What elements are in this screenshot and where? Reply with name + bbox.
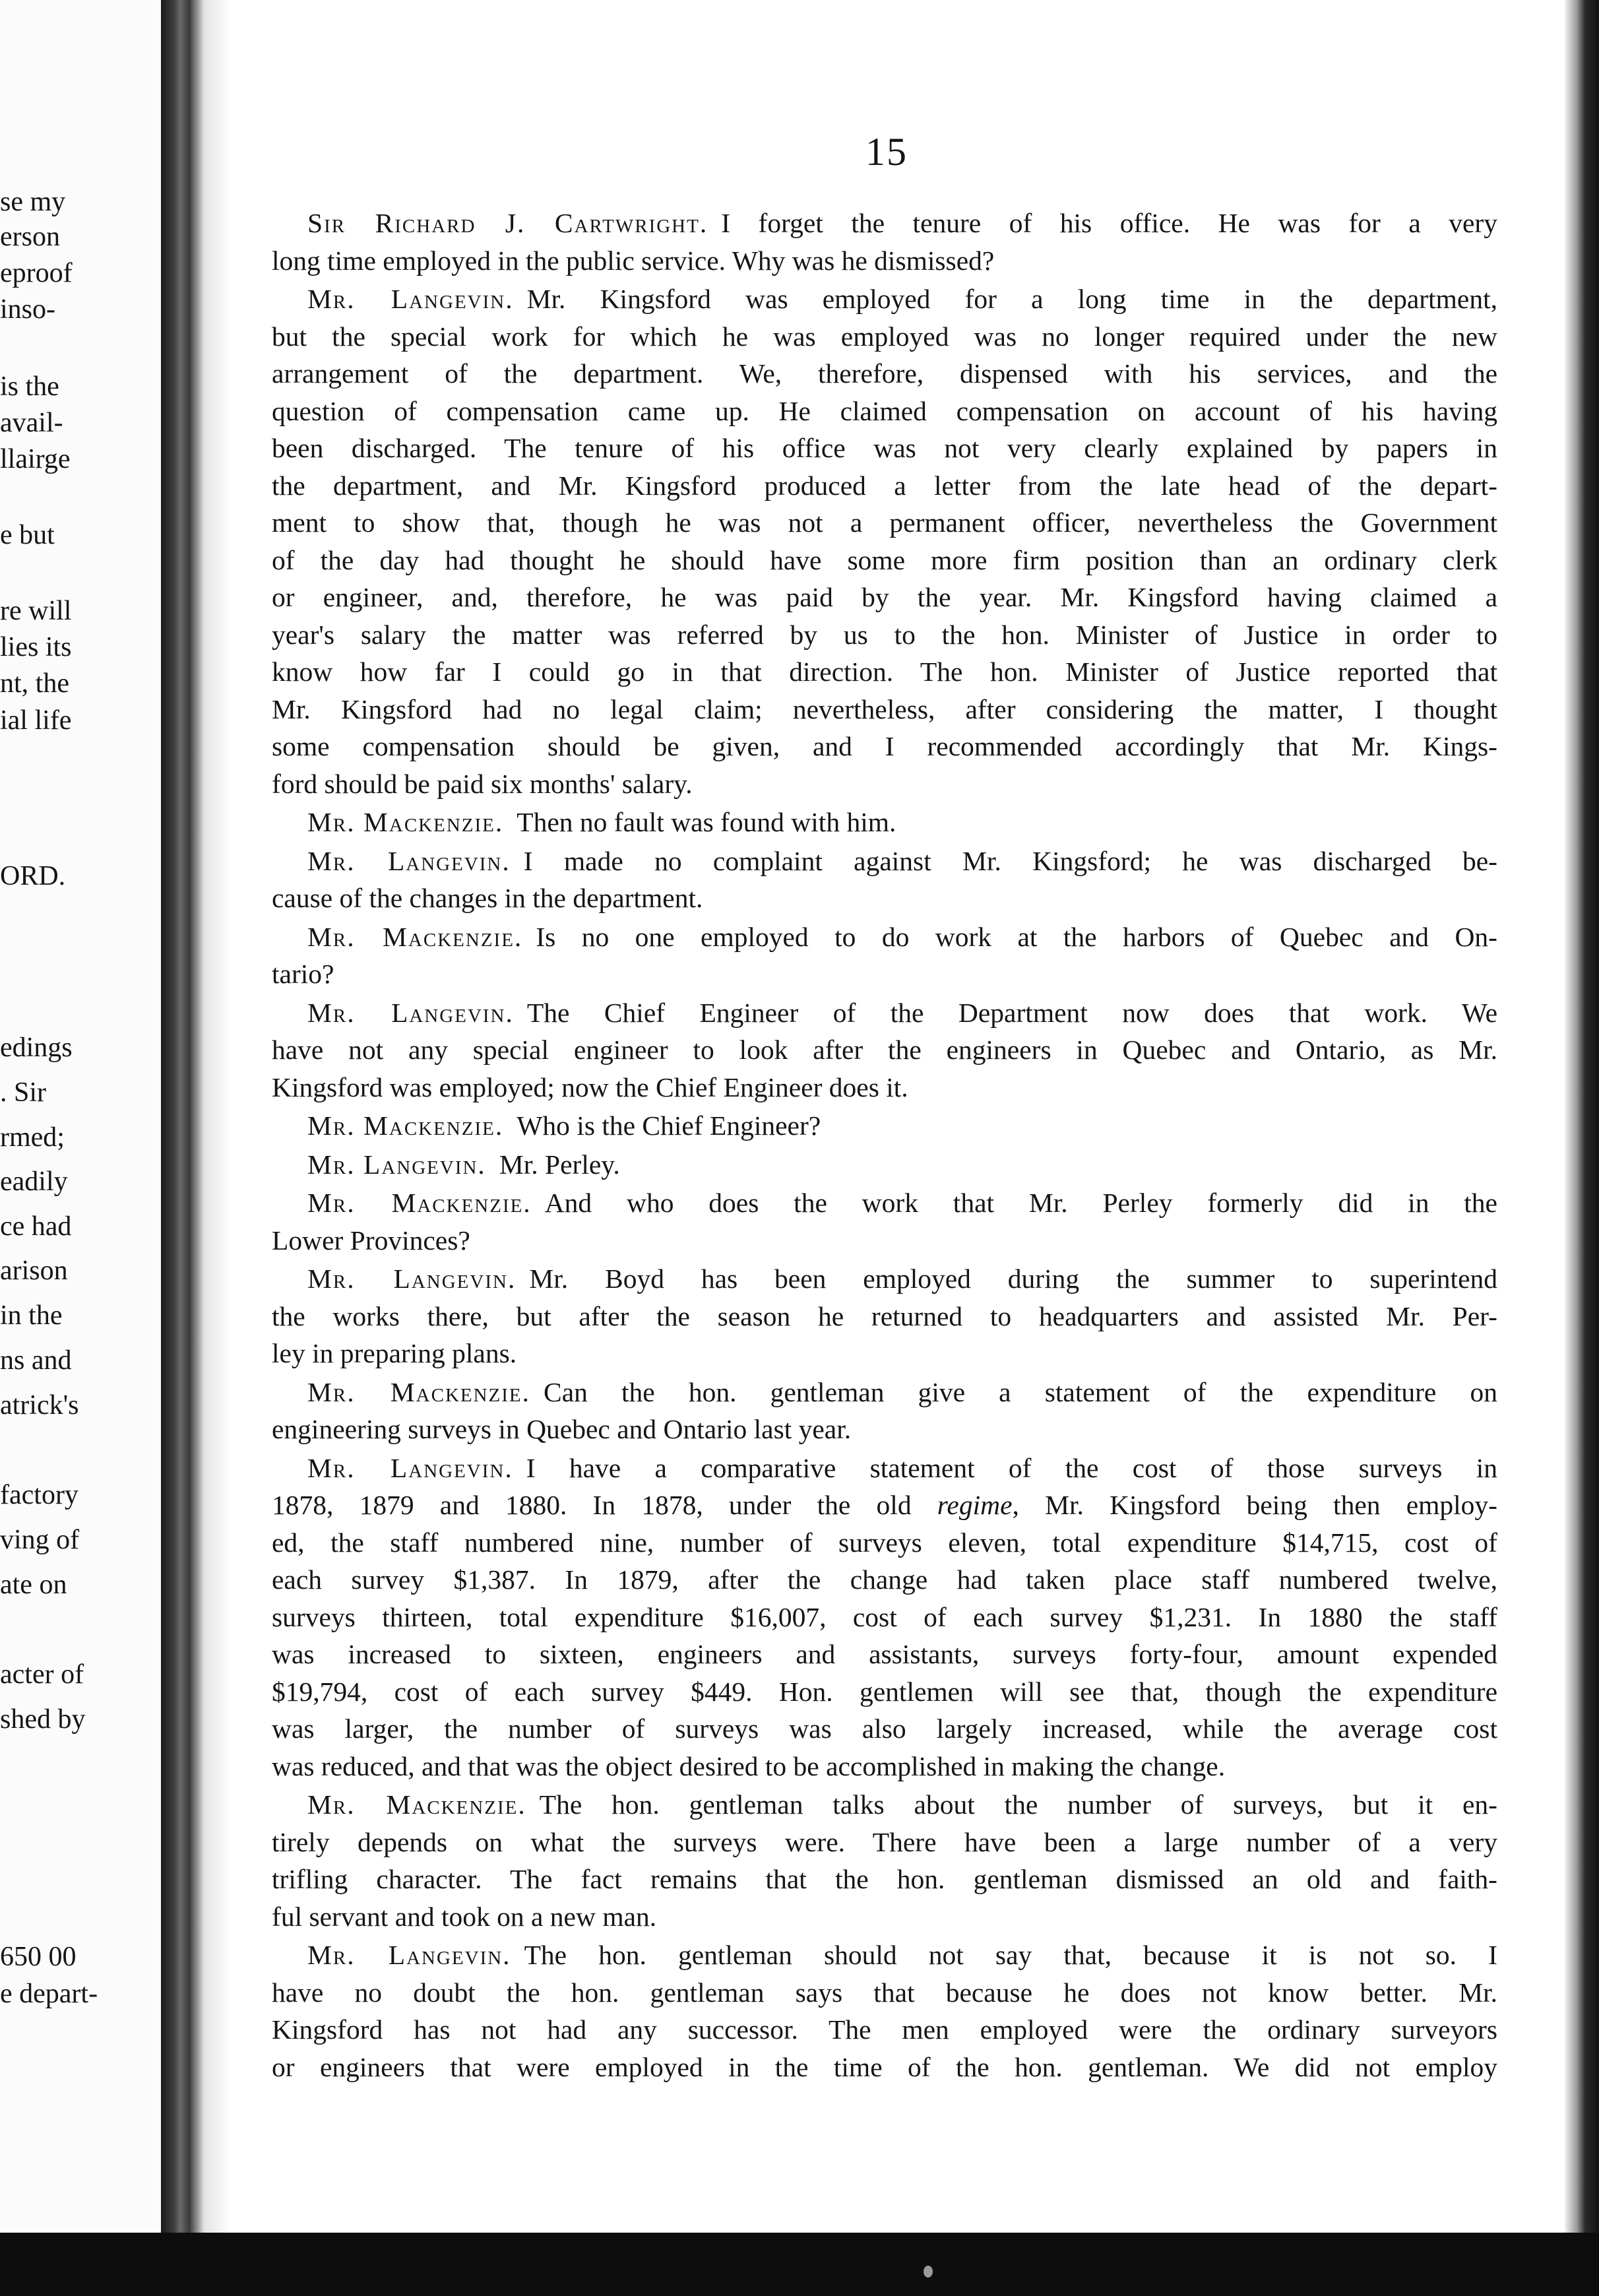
line-text: question of compensation came up. He claimed compensation on account of his having <box>272 395 1497 426</box>
line-text: ment to show that, though he was not a permanent officer, nevertheless the Government <box>272 507 1497 538</box>
line-text: long time employed in the public service. Why was he dismissed? <box>272 245 995 276</box>
line-text: was larger, the number of surveys was also largely increased, while the average cost <box>272 1713 1497 1744</box>
scan-speck <box>924 2266 933 2278</box>
speech-paragraph <box>272 994 1497 1106</box>
speaker-name: Mr. Langevin. <box>307 997 514 1028</box>
text-line <box>272 1936 1497 1974</box>
text-line <box>272 1411 1497 1448</box>
text-line <box>272 616 1497 654</box>
speaker-name: Mr. Langevin. <box>307 845 511 876</box>
line-text: tirely depends on what the surveys were. There have been a large number of a very <box>272 1826 1497 1857</box>
speaker-name: Mr. Langevin. <box>307 1149 486 1180</box>
line-text: but the special work for which he was employed was no longer required under the new <box>272 321 1497 352</box>
text-line <box>272 1599 1497 1636</box>
text-line <box>272 1486 1497 1524</box>
text-line <box>272 879 1497 917</box>
speech-paragraph <box>272 1450 1497 1785</box>
facing-page-line: eproof <box>0 258 73 288</box>
speech-paragraph <box>272 804 1497 841</box>
text-line <box>272 1974 1497 2012</box>
text-line <box>272 2011 1497 2049</box>
line-text: The Chief Engineer of the Department now does that work. We <box>526 997 1497 1028</box>
facing-page-line: ving of <box>0 1525 80 1555</box>
line-text: Kingsford was employed; now the Chief Engineer does it. <box>272 1071 908 1102</box>
facing-page-line: erson <box>0 222 60 252</box>
text-line <box>272 1069 1497 1106</box>
text-line <box>272 1184 1497 1222</box>
speaker-name: Mr. Langevin. <box>307 1452 513 1483</box>
facing-page-line: ce had <box>0 1211 72 1242</box>
line-text: $19,794, cost of each survey $449. Hon. gentlemen will see that, though the expenditure <box>272 1676 1497 1707</box>
facing-page-line: nt, the <box>0 668 69 699</box>
speech-paragraph <box>272 918 1497 993</box>
line-text: Who is the Chief Engineer? <box>517 1110 821 1141</box>
facing-page-line: edings <box>0 1033 73 1063</box>
text-line <box>272 728 1497 765</box>
speaker-name: Mr. Mackenzie. <box>307 921 523 952</box>
speaker-name: Mr. Mackenzie. <box>307 1789 526 1820</box>
speech-paragraph <box>272 1936 1497 2086</box>
text-line <box>272 1710 1497 1748</box>
facing-page-line: lies its <box>0 632 72 662</box>
text-line <box>272 542 1497 579</box>
speech-paragraph <box>272 280 1497 802</box>
text-line <box>272 467 1497 505</box>
line-text: engineering surveys in Quebec and Ontario last year. <box>272 1414 852 1444</box>
line-text: or engineers that were employed in the time of the hon. gentleman. We did not employ <box>272 2051 1497 2082</box>
line-text: I have a comparative statement of the cost of those surveys in <box>526 1452 1497 1483</box>
scan-bottom-border <box>0 2233 1599 2296</box>
text-line <box>272 765 1497 803</box>
text-line <box>272 1786 1497 1824</box>
facing-page-fragment <box>0 0 165 2296</box>
facing-page-line: ORD. <box>0 861 66 891</box>
text-line <box>272 205 1497 242</box>
page-body <box>272 205 1497 2086</box>
text-line <box>272 579 1497 616</box>
text-line <box>272 1374 1497 1411</box>
text-line <box>272 430 1497 467</box>
line-text: 1878, 1879 and 1880. In 1878, under the old regime, Mr. Kingsford being then employ- <box>272 1490 1498 1520</box>
speech-paragraph <box>272 1184 1497 1259</box>
line-text: tario? <box>272 959 334 989</box>
text-line <box>272 393 1497 430</box>
line-text: or engineer, and, therefore, he was paid by the year. Mr. Kingsford having claimed a <box>272 582 1497 612</box>
facing-page-line: in the <box>0 1300 63 1331</box>
facing-page-line: se my <box>0 187 66 217</box>
text-line <box>272 1861 1497 1898</box>
line-text: the department, and Mr. Kingsford produced a letter from the late head of the depart- <box>272 470 1497 501</box>
facing-page-line: acter of <box>0 1659 84 1690</box>
line-text: Mr. Perley. <box>499 1149 620 1180</box>
line-text: year's salary the matter was referred by us to the hon. Minister of Justice in order to <box>272 619 1497 650</box>
line-text: the works there, but after the season he returned to headquarters and assisted Mr. Per- <box>272 1300 1497 1331</box>
facing-page-line: rmed; <box>0 1122 65 1153</box>
line-text: I made no complaint against Mr. Kingsford; he was discharged be- <box>523 845 1497 876</box>
speaker-name: Mr. Langevin. <box>307 284 514 314</box>
speaker-name: Mr. Mackenzie. <box>307 807 504 837</box>
line-text: Can the hon. gentleman give a statement of the expenditure on <box>544 1376 1497 1407</box>
speech-paragraph <box>272 205 1497 279</box>
speech-paragraph <box>272 1146 1497 1184</box>
text-line <box>272 280 1497 318</box>
speaker-name: Mr. Mackenzie. <box>307 1110 504 1141</box>
speaker-name: Mr. Langevin. <box>307 1940 511 1970</box>
page-number: 15 <box>865 130 908 174</box>
line-text: surveys thirteen, total expenditure $16,007, cost of each survey $1,231. In 1880 the staff <box>272 1601 1497 1632</box>
facing-page-line: . Sir <box>0 1077 47 1108</box>
text-line <box>272 504 1497 542</box>
text-line <box>272 2049 1497 2086</box>
speaker-name: Mr. Langevin. <box>307 1263 517 1294</box>
facing-page-line: arison <box>0 1256 68 1286</box>
text-line <box>272 843 1497 880</box>
text-line <box>272 994 1497 1032</box>
text-line <box>272 1031 1497 1069</box>
line-text: arrangement of the department. We, therefore, dispensed with his services, and the <box>272 358 1497 389</box>
text-line <box>272 955 1497 993</box>
speaker-name: Mr. Mackenzie. <box>307 1188 532 1218</box>
speech-paragraph <box>272 1374 1497 1448</box>
facing-page-line: ial life <box>0 705 72 736</box>
facing-page-line: re will <box>0 596 72 626</box>
text-line <box>272 1107 1497 1145</box>
line-text: was reduced, and that was the object desired to be accomplished in making the change. <box>272 1750 1226 1781</box>
text-line <box>272 804 1497 841</box>
text-line <box>272 1898 1497 1936</box>
text-line <box>272 653 1497 691</box>
line-text: The hon. gentleman should not say that, because it is not so. I <box>524 1940 1497 1970</box>
line-text: Kingsford has not had any successor. The men employed were the ordinary surveyors <box>272 2014 1497 2045</box>
line-text: Mr. Kingsford was employed for a long time in the department, <box>526 284 1497 314</box>
line-text: ed, the staff numbered nine, number of surveys eleven, total expenditure $14,715, cost of <box>272 1527 1497 1558</box>
text-line <box>272 1748 1497 1785</box>
line-text: ford should be paid six months' salary. <box>272 768 693 799</box>
line-text: Mr. Kingsford had no legal claim; nevertheless, after considering the matter, I thought <box>272 693 1497 724</box>
line-text: Is no one employed to do work at the harbors of Quebec and On- <box>536 921 1497 952</box>
page-edge <box>1565 0 1599 2296</box>
text-line <box>272 1335 1497 1372</box>
text-line <box>272 355 1497 393</box>
facing-page-line: shed by <box>0 1704 86 1735</box>
line-text: have not any special engineer to look after the engineers in Quebec and Ontario, as Mr. <box>272 1035 1497 1065</box>
text-line <box>272 1222 1497 1260</box>
line-text: have no doubt the hon. gentleman says that because he does not know better. Mr. <box>272 1977 1497 2008</box>
text-line <box>272 318 1497 356</box>
line-text: of the day had thought he should have some more firm position than an ordinary clerk <box>272 544 1497 575</box>
text-line <box>272 1561 1497 1599</box>
text-line <box>272 1824 1497 1861</box>
text-line <box>272 242 1497 280</box>
book-gutter <box>161 0 204 2243</box>
line-text: The hon. gentleman talks about the number of surveys, but it en- <box>539 1789 1498 1820</box>
text-line <box>272 1636 1497 1673</box>
speech-paragraph <box>272 1260 1497 1372</box>
line-text: Mr. Boyd has been employed during the summer to superintend <box>529 1263 1497 1294</box>
facing-page-line: ate on <box>0 1570 67 1600</box>
facing-page-line: llairge <box>0 444 71 474</box>
speech-paragraph <box>272 843 1497 917</box>
line-text: ful servant and took on a new man. <box>272 1901 657 1932</box>
text-line <box>272 1450 1497 1487</box>
speaker-name: Sir Richard J. Cartwright. <box>307 208 708 238</box>
facing-page-line: 650 00 <box>0 1942 77 1972</box>
line-text: know how far I could go in that direction. The hon. Minister of Justice reported that <box>272 656 1497 687</box>
gutter-shadow <box>204 0 231 2243</box>
line-text: was increased to sixteen, engineers and assistants, surveys forty-four, amount expended <box>272 1639 1497 1669</box>
line-text: each survey $1,387. In 1879, after the change had taken place staff numbered twelve, <box>272 1564 1497 1595</box>
line-text: Then no fault was found with him. <box>517 807 896 837</box>
facing-page-line: inso- <box>0 294 55 325</box>
facing-page-line: e but <box>0 520 55 550</box>
line-text: trifling character. The fact remains that the hon. gentleman dismissed an old and faith- <box>272 1864 1497 1894</box>
speaker-name: Mr. Mackenzie. <box>307 1376 531 1407</box>
text-line <box>272 1524 1497 1562</box>
line-text: some compensation should be given, and I recommended accordingly that Mr. Kings- <box>272 731 1497 761</box>
line-text: cause of the changes in the department. <box>272 883 703 913</box>
line-text: And who does the work that Mr. Perley formerly did in the <box>544 1188 1497 1218</box>
facing-page-line: ns and <box>0 1345 72 1376</box>
line-text: been discharged. The tenure of his office was not very clearly explained by papers in <box>272 433 1497 463</box>
text-line <box>272 1146 1497 1184</box>
speech-paragraph <box>272 1107 1497 1145</box>
line-text: I forget the tenure of his office. He was for a very <box>721 208 1497 238</box>
speech-paragraph <box>272 1786 1497 1935</box>
facing-page-line: atrick's <box>0 1390 79 1420</box>
line-text: ley in preparing plans. <box>272 1338 517 1368</box>
facing-page-line: avail- <box>0 408 63 438</box>
text-line <box>272 918 1497 956</box>
text-line <box>272 1298 1497 1335</box>
text-line <box>272 1673 1497 1711</box>
facing-page-line: is the <box>0 371 59 402</box>
line-text: Lower Provinces? <box>272 1225 470 1256</box>
text-line <box>272 691 1497 728</box>
facing-page-line: e depart- <box>0 1979 98 2009</box>
facing-page-line: factory <box>0 1480 78 1510</box>
text-line <box>272 1260 1497 1298</box>
facing-page-line: eadily <box>0 1166 68 1197</box>
